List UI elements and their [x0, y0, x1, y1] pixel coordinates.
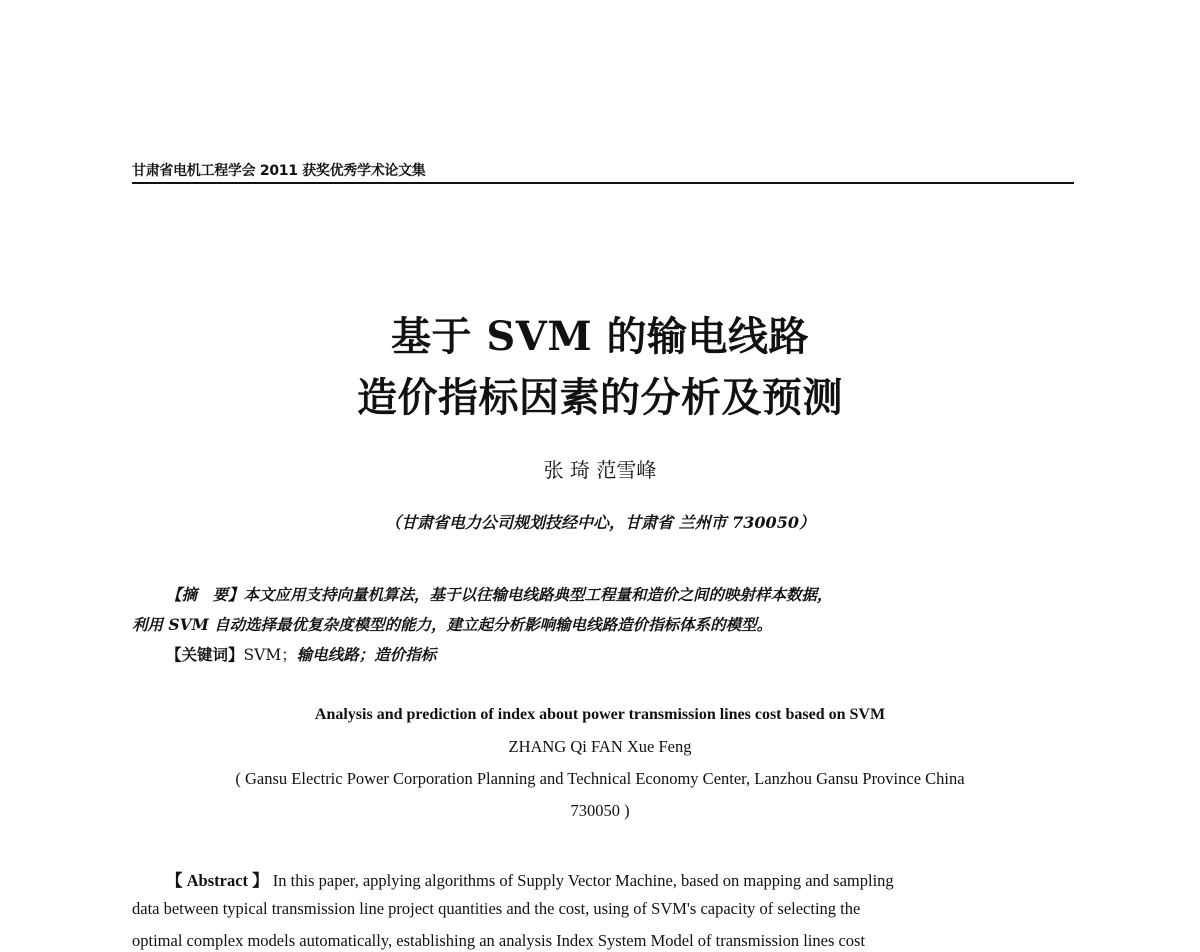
running-header: 甘肃省电机工程学会 2011 获奖优秀学术论文集 — [132, 163, 426, 179]
affiliation-cn: （甘肃省电力公司规划技经中心，甘肃省 兰州市 730050） — [385, 513, 815, 532]
english-affiliation-line-2: 730050 ) — [570, 801, 630, 820]
abstract-cn-line-2: 利用 SVM 自动选择最优复杂度模型的能力，建立起分析影响输电线路造价指标体系的模型。 — [132, 615, 773, 634]
english-authors: ZHANG Qi FAN Xue Feng — [508, 737, 692, 756]
english-abstract-line-3: optimal complex models automatically, establishing an analysis Index System Model of transmission lines cost — [132, 931, 866, 950]
paper-title-line-1: 基于 SVM 的输电线路 — [390, 313, 810, 360]
abstract-cn-line-1 — [166, 583, 1072, 605]
abstract-cn-label: 【摘 要】 — [166, 585, 244, 604]
authors-cn: 张 琦 范雪峰 — [543, 458, 657, 482]
english-abstract-label: 【 Abstract 】 — [166, 871, 269, 890]
english-affiliation-line-1: ( Gansu Electric Power Corporation Planning and Technical Economy Center, Lanzhou Gansu Province China — [235, 769, 965, 788]
english-abstract-line-1 — [166, 867, 1072, 891]
abstract-cn-text-1: 本文应用支持向量机算法，基于以往输电线路典型工程量和造价之间的映射样本数据， — [243, 585, 833, 604]
english-abstract-text-1: In this paper, applying algorithms of Supply Vector Machine, based on mapping and sampling — [272, 871, 894, 890]
keywords-cn — [166, 643, 436, 665]
english-title: Analysis and prediction of index about power transmission lines cost based on SVM — [314, 706, 886, 723]
paper-title-line-2: 造价指标因素的分析及预测 — [357, 374, 843, 421]
keywords-cn-label: 【关键词】 — [166, 645, 244, 664]
header-rule — [132, 182, 1074, 184]
english-abstract-line-2: data between typical transmission line project quantities and the cost, using of SVM's capacity of selecting the — [132, 899, 861, 918]
keywords-cn-svm: SVM； — [243, 646, 297, 664]
keywords-cn-values: 输电线路；造价指标 — [296, 645, 437, 664]
